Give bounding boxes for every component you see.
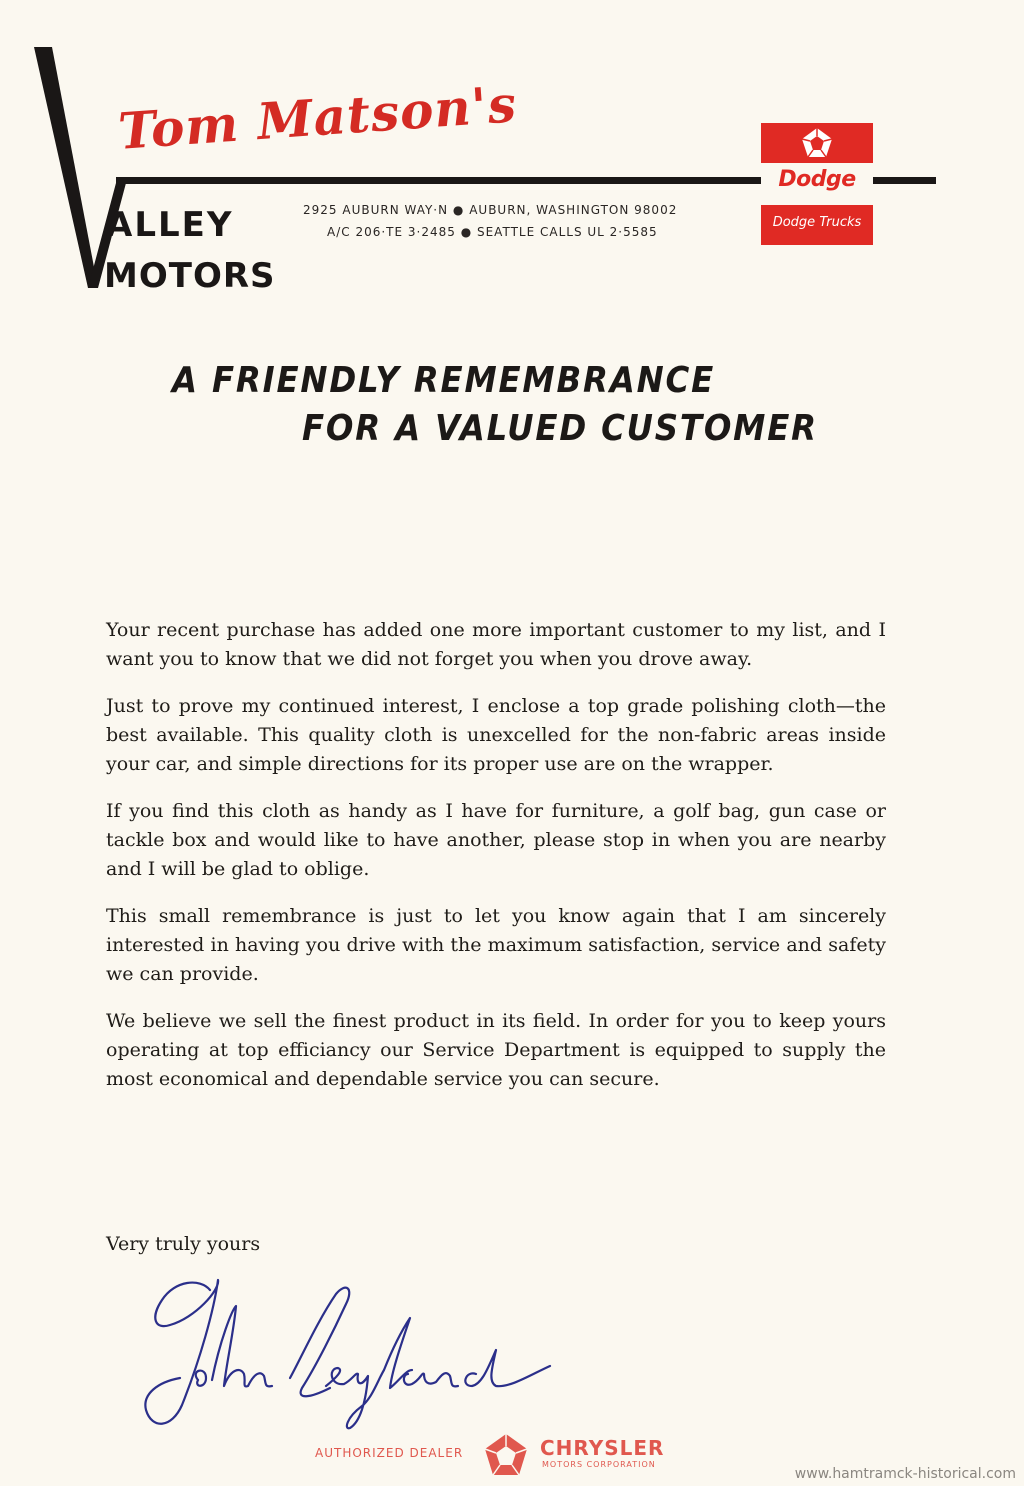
logo-word-otors: OTORS — [138, 256, 276, 296]
pentastar-icon — [801, 127, 833, 159]
address-line-1: 2925 AUBURN WAY·N ● AUBURN, WASHINGTON 98002 — [303, 203, 678, 217]
handwritten-signature — [140, 1270, 560, 1440]
letter-closing: Very truly yours — [106, 1233, 261, 1255]
body-paragraph-1: Your recent purchase has added one more important customer to my list, and I want you to know that we did not forget you when you drove away. — [106, 619, 886, 670]
chrysler-pentastar-icon — [483, 1432, 529, 1478]
dodge-wordmark: Dodge — [778, 167, 856, 192]
header-rule-right — [873, 177, 936, 184]
logo-word-motors — [104, 256, 276, 296]
body-paragraph-3: If you find this cloth as handy as I have for furniture, a golf bag, gun case or tackle box and would like to have another, please stop in when you are nearby and I will be glad to oblige. — [106, 800, 886, 880]
body-paragraph-4: This small remembrance is just to let you know again that I am sincerely interested in having you drive with the maximum satisfaction, service and safety we can provide. — [106, 905, 886, 985]
dodge-badge-top-panel — [761, 123, 873, 163]
body-paragraph-5: We believe we sell the finest product in its field. In order for you to keep yours operating at top efficiancy our Service Department is equipped to supply the most economical and dependable service you can secure. — [106, 1010, 886, 1090]
motors-corporation-label: MOTORS CORPORATION — [542, 1460, 656, 1469]
logo-v-left-stroke — [34, 47, 98, 288]
address-line-2: A/C 206·TE 3·2485 ● SEATTLE CALLS UL 2·5585 — [327, 225, 658, 239]
site-watermark: www.hamtramck-historical.com — [794, 1466, 1016, 1482]
dodge-trucks-label: Dodge Trucks — [772, 215, 862, 230]
letter-body — [106, 616, 886, 1112]
headline-line-2: FOR A VALUED CUSTOMER — [302, 408, 818, 449]
dealer-script-name: Tom Matson's — [116, 74, 519, 161]
logo-m-letter: M — [104, 256, 139, 296]
headline-line-1: A FRIENDLY REMEMBRANCE — [172, 360, 716, 401]
header-rule-left — [116, 177, 761, 184]
logo-word-alley: ALLEY — [106, 205, 234, 245]
footer-chrysler-mark — [315, 1432, 695, 1480]
chrysler-wordmark: CHRYSLER — [540, 1436, 665, 1460]
authorized-dealer-label: AUTHORIZED DEALER — [315, 1446, 464, 1460]
dodge-badge — [761, 123, 873, 245]
letterhead — [0, 0, 1024, 310]
body-paragraph-2: Just to prove my continued interest, I enclose a top grade polishing cloth—the best available. This quality cloth is unexcelled for the non-fabric areas inside your car, and simple directions for its proper use are on the wrapper. — [106, 695, 886, 775]
